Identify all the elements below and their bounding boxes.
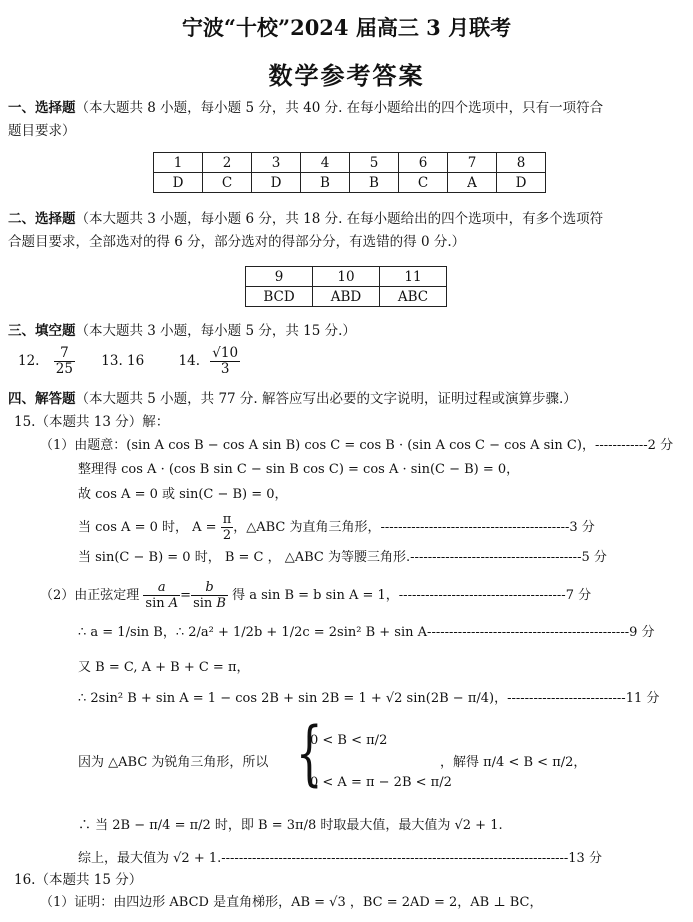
fraction-pi-over-2: $\frac{\pi}{2}$ (222, 512, 232, 543)
section4-desc: （本大题共 5 小题，共 77 分. 解答应写出必要的文字说明，证明过程或演算步骤.） (75, 391, 577, 407)
q15-p2-line1: （2）由正弦定理 $\frac{a}{\text{sin A}}$ = $\frac{b}{\text{sin B}}$ 得 a sin B = b sin A = 1，--------------------------------------7 分 (40, 580, 592, 611)
q15-header: 15.（本题共 13 分）解： (14, 414, 170, 430)
q13-answer: 13. 16 (101, 353, 145, 369)
q15-p2-line7-text: 综上，最大值为 √2 + 1. (78, 851, 222, 866)
table-cell: C (399, 173, 448, 193)
table-cell: ABD (313, 287, 380, 307)
table-cell: B (301, 173, 350, 193)
q15-p1-line4 (78, 512, 595, 543)
score-marker: ----------------------------------------------9 分 (427, 625, 655, 640)
q15-p2-line4-text: ∴ 2sin² B + sin A = 1 − cos 2B + sin 2B = 1 + √2 sin(2B − π/4)， (78, 691, 508, 706)
q15-p1-line5 (78, 547, 607, 569)
fill-in-answers (18, 346, 240, 377)
q15-p1-line4-text2: ，△ABC 为直角三角形， (233, 520, 381, 535)
exam-title: 宁波“十校”2024 届高三 3 月联考 (181, 15, 512, 40)
section2-line1 (8, 208, 603, 230)
system-brace: { (295, 712, 323, 794)
table-cell: 6 (399, 153, 448, 173)
q15-p2-line4 (78, 688, 659, 710)
score-marker: ---------------------------11 分 (507, 691, 660, 706)
table-cell: D (252, 173, 301, 193)
fraction-b-over-sinB: $\frac{b}{\text{sin B}}$ (193, 580, 226, 611)
section1-heading: 一、选择题 (8, 100, 76, 116)
table-cell: ABC (380, 287, 447, 307)
q12-numerator: 7 (54, 346, 75, 362)
score-marker: -------------------------------------------3 分 (380, 520, 595, 535)
table-cell: C (203, 173, 252, 193)
q15-p1-line5-text: 当 sin(C − B) = 0 时， B = C ， △ABC 为等腰三角形. (78, 550, 411, 565)
table-row-answers (246, 287, 447, 307)
q14-label: 14. (178, 353, 200, 369)
section4-line (8, 388, 577, 410)
q15-p2-line7 (78, 848, 602, 870)
section2-answer-table (245, 266, 447, 307)
score-marker: ------------2 分 (594, 438, 674, 453)
table-cell: A (448, 173, 497, 193)
section1-line1 (8, 97, 603, 119)
table-row-numbers (154, 153, 546, 173)
q14-answer (210, 346, 240, 377)
q15-p1-line1-text: （1）由题意：(sin A cos B − cos A sin B) cos C = cos B · (sin A cos C − cos A sin C)， (40, 438, 595, 453)
table-cell: 8 (497, 153, 546, 173)
table-cell: 5 (350, 153, 399, 173)
table-cell: 7 (448, 153, 497, 173)
q15-p2-line2-text: ∴ a = 1/sin B，∴ 2/a² + 1/2b + 1/2c = 2sin² B + sin A (78, 625, 428, 640)
section3-line (8, 320, 356, 342)
q12-denominator: 25 (55, 361, 73, 377)
q16-p1-line1: （1）证明：由四边形 ABCD 是直角梯形，AB = √3 ，BC = 2AD = 2，AB ⊥ BC， (40, 895, 543, 910)
fraction-a-over-sinA: $\frac{a}{\text{sin A}}$ (145, 580, 179, 611)
table-cell: D (154, 173, 203, 193)
q15-p2-line5-post: ，解得 π/4 < B < π/2， (440, 755, 587, 770)
table-cell: 4 (301, 153, 350, 173)
q15-p2-line3: 又 B = C, A + B + C = π， (78, 660, 250, 675)
table-cell: 10 (313, 267, 380, 287)
table-cell: B (350, 173, 399, 193)
score-marker: --------------------------------------7 分 (398, 588, 592, 603)
section4-heading: 四、解答题 (8, 391, 76, 407)
table-cell: 3 (252, 153, 301, 173)
section1-answer-table (153, 152, 546, 193)
q16-header: 16.（本题共 15 分） (14, 872, 143, 888)
section3-heading: 三、填空题 (8, 323, 76, 339)
table-cell: 1 (154, 153, 203, 173)
q15-p2-line5-pre: 因为 △ABC 为锐角三角形，所以 (78, 755, 269, 770)
answer-title: 数学参考答案 (268, 61, 425, 90)
q15-p2-line1-text: （2）由正弦定理 (40, 588, 140, 603)
section2-desc: （本大题共 3 小题，每小题 6 分，共 18 分. 在每小题给出的四个选项中，有多个选项符 (75, 211, 604, 227)
q15-p1-line1 (40, 435, 673, 457)
q15-p2-line5-case2: 0 < A = π − 2B < π/2 (310, 775, 452, 790)
table-row-answers (154, 173, 546, 193)
section2-heading: 二、选择题 (8, 211, 76, 227)
section2-desc-line2: 合题目要求，全部选对的得 6 分，部分选对的得部分分，有选错的得 0 分.） (8, 234, 466, 250)
score-marker: -------------------------------------------------------------------------------13 分 (221, 851, 602, 866)
score-marker: ---------------------------------------5 分 (410, 550, 607, 565)
q15-p1-line2: 整理得 cos A · (cos B sin C − sin B cos C) = cos A · sin(C − B) = 0， (78, 462, 520, 477)
q12-label: 12. (18, 353, 40, 369)
q14-numerator: √10 (212, 345, 239, 361)
q15-p2-line1-text2: 得 a sin B = b sin A = 1， (232, 588, 399, 603)
q15-p2-line5-case1: 0 < B < π/2 (310, 733, 388, 748)
q12-answer (54, 346, 75, 377)
table-cell: 11 (380, 267, 447, 287)
section1-desc-line2: 题目要求） (8, 123, 76, 139)
q15-p1-line4-text: 当 cos A = 0 时， A = (78, 520, 217, 535)
q15-p1-line3: 故 cos A = 0 或 sin(C − B) = 0， (78, 487, 288, 502)
table-cell: 2 (203, 153, 252, 173)
table-row-numbers (246, 267, 447, 287)
q15-p2-line2 (78, 622, 655, 644)
q15-p2-line6: ∴ 当 2B − π/4 = π/2 时，即 B = 3π/8 时取最大值，最大值为 √2 + 1. (78, 818, 503, 833)
q14-denominator: 3 (220, 361, 230, 377)
table-cell: BCD (246, 287, 313, 307)
section3-desc: （本大题共 3 小题，每小题 5 分，共 15 分.） (75, 323, 356, 339)
section1-desc: （本大题共 8 小题，每小题 5 分，共 40 分. 在每小题给出的四个选项中，只有一项符合 (75, 100, 604, 116)
table-cell: 9 (246, 267, 313, 287)
table-cell: D (497, 173, 546, 193)
